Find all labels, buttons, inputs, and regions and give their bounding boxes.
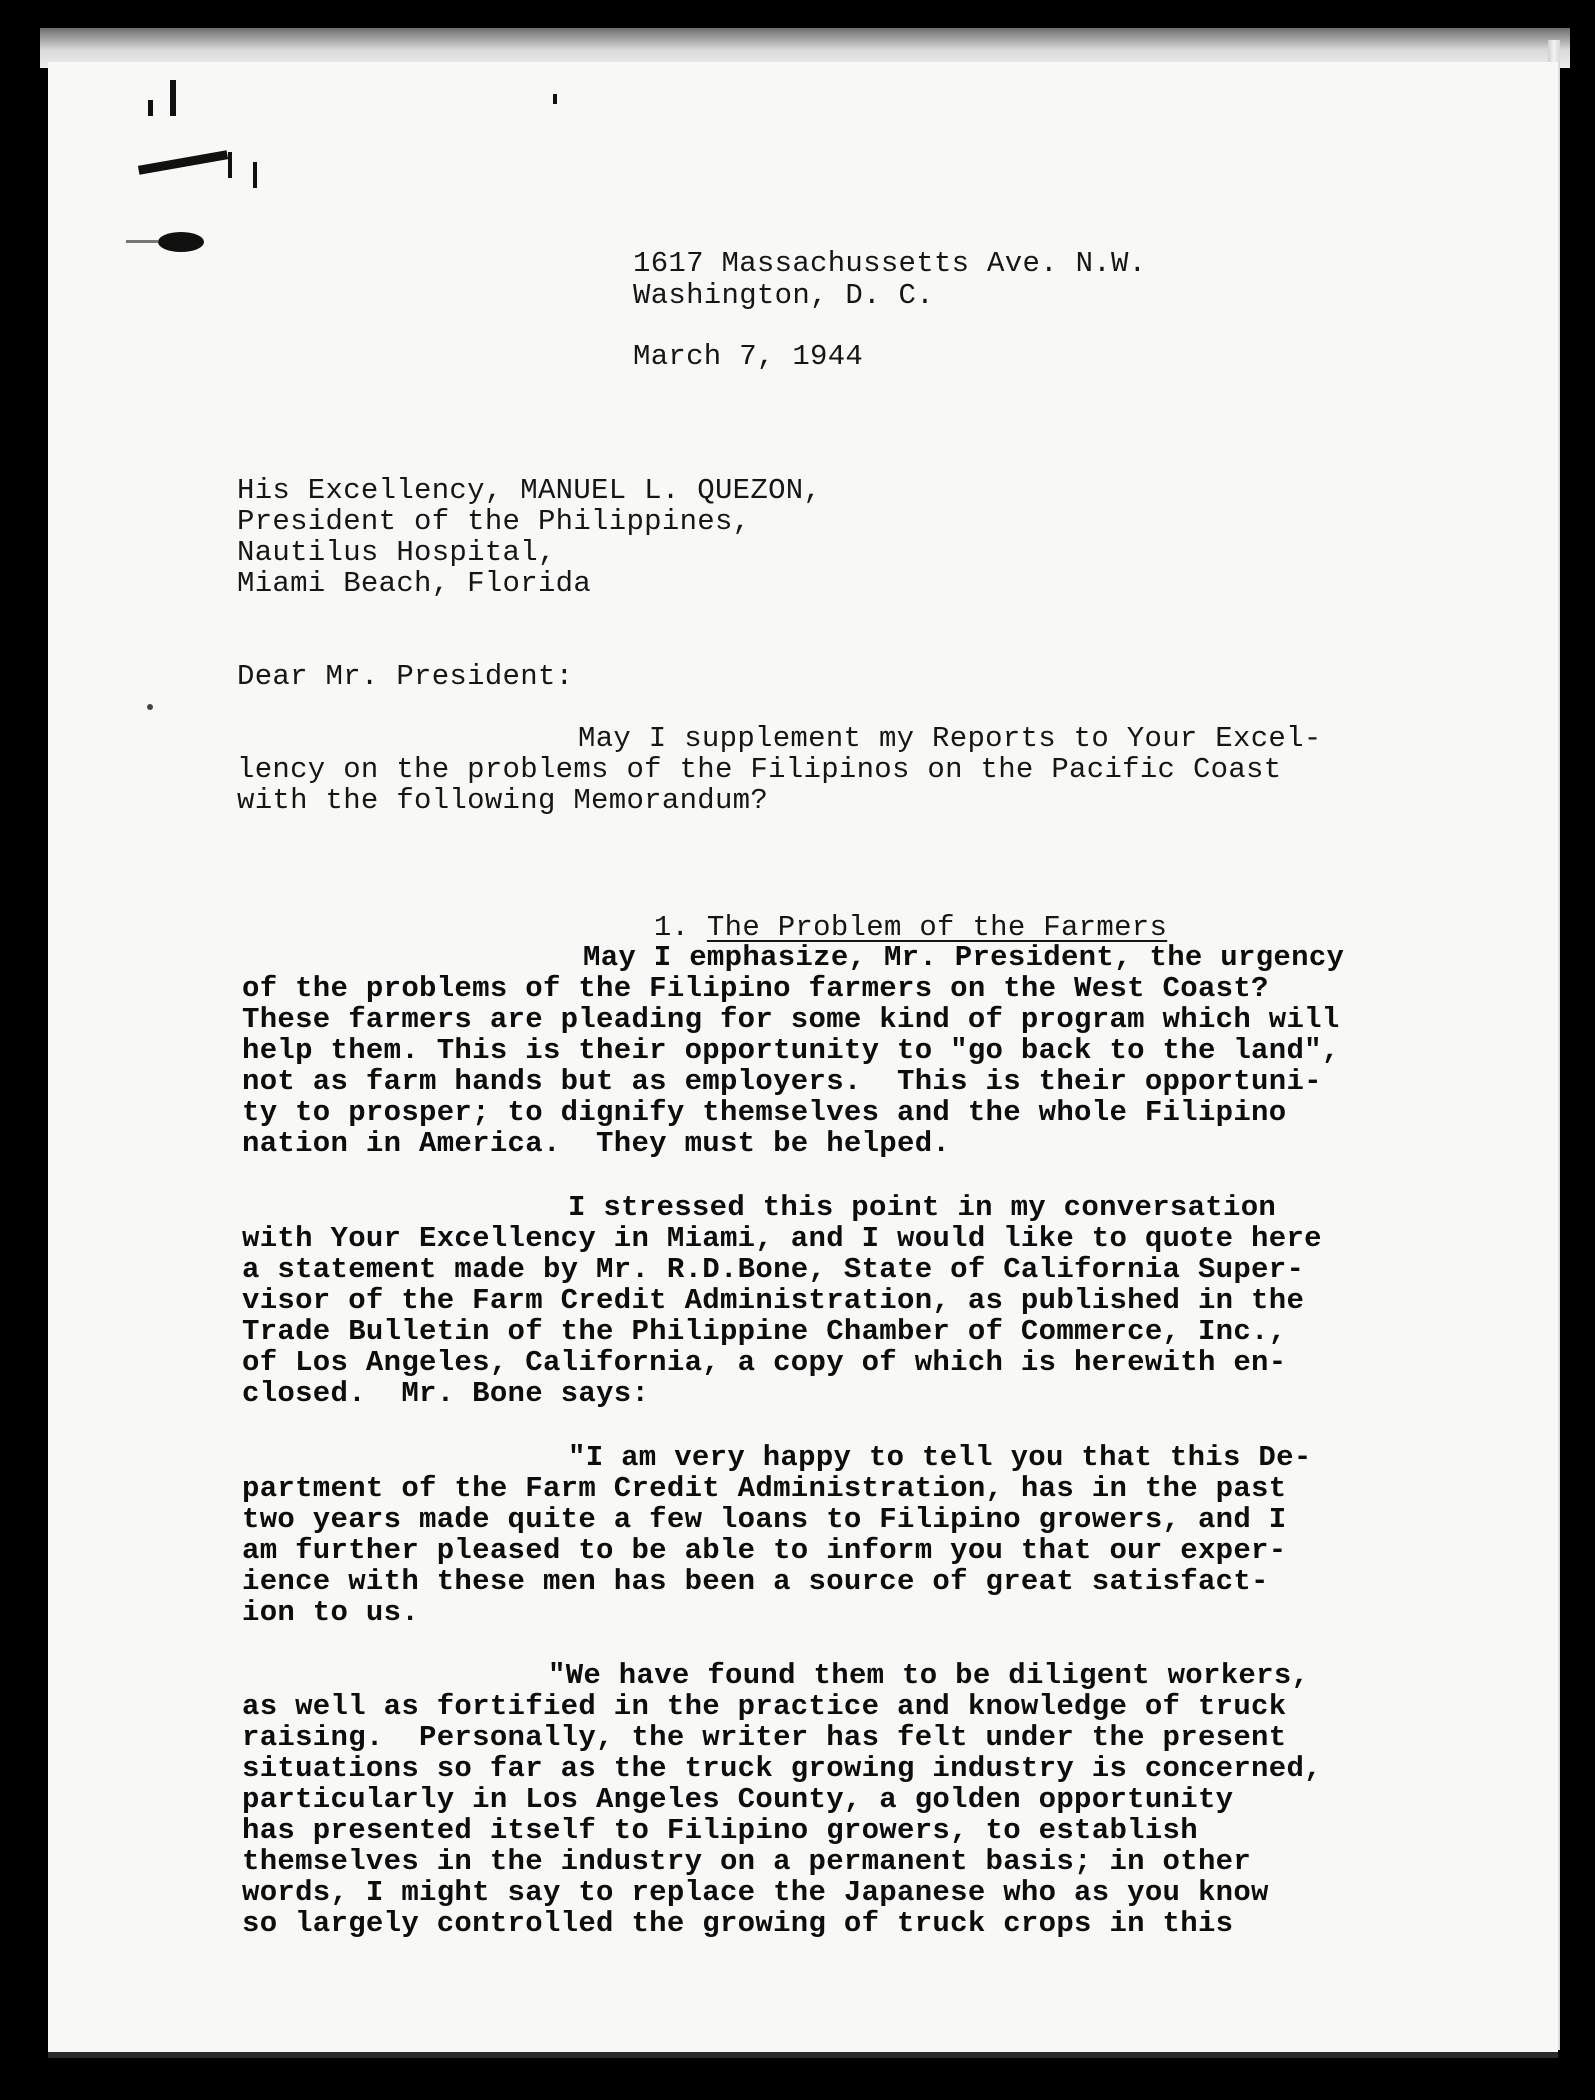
ink-mark <box>228 152 232 178</box>
body-line: "We have found them to be diligent workers, <box>548 1659 1310 1692</box>
ink-mark <box>253 162 257 188</box>
ink-mark <box>170 80 176 116</box>
body-line: visor of the Farm Credit Administration, as published in the <box>242 1284 1305 1317</box>
body-line: words, I might say to replace the Japanese who as you know <box>242 1876 1269 1909</box>
body-line: with the following Memorandum? <box>237 784 769 817</box>
body-line: themselves in the industry on a permanent basis; in other <box>242 1845 1252 1878</box>
body-line: "I am very happy to tell you that this De- <box>568 1441 1312 1474</box>
sender-address-line: 1617 Massachussetts Ave. N.W. <box>633 247 1147 280</box>
body-line: I stressed this point in my conversation <box>568 1191 1277 1224</box>
body-line: has presented itself to Filipino growers, to establish <box>242 1814 1198 1847</box>
body-line: partment of the Farm Credit Administration, has in the past <box>242 1472 1287 1505</box>
body-line: lency on the problems of the Filipinos on the Pacific Coast <box>237 753 1282 786</box>
body-line: May I emphasize, Mr. President, the urgency <box>583 941 1345 974</box>
body-line: of Los Angeles, California, a copy of which is herewith en- <box>242 1346 1287 1379</box>
body-line: as well as fortified in the practice and knowledge of truck <box>242 1690 1287 1723</box>
ink-mark <box>147 704 153 710</box>
section-title: The Problem of the Farmers <box>706 911 1168 944</box>
body-line: These farmers are pleading for some kind of program which will <box>242 1003 1340 1036</box>
page-bottom-edge <box>48 2052 1558 2058</box>
body-line: nation in America. They must be helped. <box>242 1127 951 1160</box>
body-line: so largely controlled the growing of truck crops in this <box>242 1907 1234 1940</box>
recipient-line: Nautilus Hospital, <box>237 536 556 569</box>
body-line: two years made quite a few loans to Filipino growers, and I <box>242 1503 1287 1536</box>
letter-date: March 7, 1944 <box>633 340 864 373</box>
body-line: raising. Personally, the writer has felt under the present <box>242 1721 1287 1754</box>
recipient-line: His Excellency, MANUEL L. QUEZON, <box>237 474 822 507</box>
section-number: 1. <box>653 911 690 944</box>
body-line: Trade Bulletin of the Philippine Chamber of Commerce, Inc., <box>242 1315 1287 1348</box>
body-line: ion to us. <box>242 1596 420 1629</box>
body-line: with Your Excellency in Miami, and I would like to quote here <box>242 1222 1322 1255</box>
recipient-line: President of the Philippines, <box>237 505 751 538</box>
sender-address-line: Washington, D. C. <box>633 279 934 312</box>
body-line: particularly in Los Angeles County, a golden opportunity <box>242 1783 1234 1816</box>
body-line: closed. Mr. Bone says: <box>242 1377 650 1410</box>
recipient-line: Miami Beach, Florida <box>237 567 592 600</box>
body-line: ience with these men has been a source of great satisfact- <box>242 1565 1269 1598</box>
letter-page <box>48 62 1558 2052</box>
body-line: situations so far as the truck growing industry is concerned, <box>242 1752 1322 1785</box>
body-line: ty to prosper; to dignify themselves and the whole Filipino <box>242 1096 1287 1129</box>
ink-mark <box>553 94 557 104</box>
body-line: of the problems of the Filipino farmers on the West Coast? <box>242 972 1269 1005</box>
ink-mark <box>138 150 228 174</box>
body-line: May I supplement my Reports to Your Excel- <box>578 722 1322 755</box>
ink-mark <box>148 100 153 116</box>
salutation: Dear Mr. President: <box>237 660 574 693</box>
body-line: help them. This is their opportunity to "go back to the land", <box>242 1034 1340 1067</box>
body-line: not as farm hands but as employers. This is their opportuni- <box>242 1065 1322 1098</box>
ink-mark <box>158 232 204 252</box>
ink-mark <box>126 240 158 243</box>
body-line: am further pleased to be able to inform you that our exper- <box>242 1534 1287 1567</box>
body-line: a statement made by Mr. R.D.Bone, State of California Super- <box>242 1253 1305 1286</box>
